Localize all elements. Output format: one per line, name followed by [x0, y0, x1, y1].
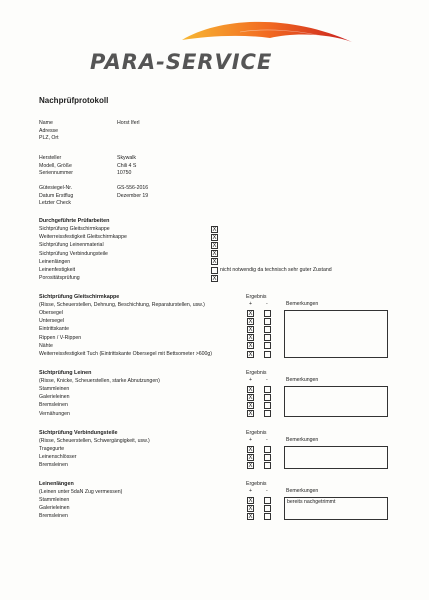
section-subheading: (Leinen unter 5daN Zug vermessen) [39, 489, 123, 495]
result-label: Ergebnis [246, 370, 267, 376]
check-item-label: Leinenfestigkeit [39, 267, 76, 273]
company-logo [90, 12, 360, 82]
minus-box[interactable] [264, 334, 271, 341]
section-heading: Sichtprüfung Gleitschirmkappe [39, 294, 120, 300]
check-item-label: Weiterreissfestigkeit Gleitschirmkappe [39, 234, 127, 241]
seal-label: Letzter Check [39, 200, 72, 207]
plus-box[interactable]: X [248, 402, 253, 409]
minus-box[interactable] [264, 326, 271, 333]
minus-box[interactable] [264, 310, 271, 317]
check-item-label: Porositätsprüfung [39, 275, 80, 282]
result-label: Ergebnis [246, 481, 267, 487]
section-subheading: (Risse, Scheuerstellen, Dehnung, Beschichtung, Reparaturstellen, usw.) [39, 302, 205, 308]
plus-label: + [249, 488, 253, 494]
plus-box[interactable]: X [248, 505, 253, 512]
check-item-label: Sichtprüfung Gleitschirmkappe [39, 226, 110, 232]
row-label: Rippen / V-Rippen [39, 334, 82, 341]
minus-box[interactable] [264, 446, 271, 453]
row-label: Vernähungen [39, 410, 70, 417]
minus-box[interactable] [264, 410, 271, 417]
row-label: Weiterreissfestigkeit Tuch (Eintrittskante Obersegel mit Bettsometer >600g) [39, 351, 213, 357]
owner-label: Name [39, 120, 53, 126]
minus-box[interactable] [264, 318, 271, 325]
document-title: Nachprüfprotokoll [39, 96, 109, 105]
row-label: Stammleinen [39, 386, 70, 392]
result-label: Ergebnis [246, 294, 267, 300]
plus-box[interactable]: X [248, 411, 253, 418]
plus-box[interactable]: X [248, 351, 253, 358]
section-heading: Sichtprüfung Verbindungsteile [39, 430, 118, 436]
glider-label: Hersteller [39, 155, 62, 161]
minus-label: - [266, 301, 268, 307]
minus-box[interactable] [264, 402, 271, 409]
glider-value: Skywalk [117, 155, 137, 161]
plus-box[interactable]: X [248, 386, 253, 393]
seal-label: Gütesiegel-Nr. [39, 185, 73, 191]
glider-label: Seriennummer [39, 170, 74, 177]
row-label: Galerieleinen [39, 394, 70, 401]
seal-value: Dezember 19 [117, 192, 149, 199]
minus-label: - [266, 437, 268, 443]
minus-box[interactable] [264, 513, 271, 520]
check-item-box[interactable]: X [212, 259, 217, 266]
minus-box[interactable] [264, 462, 271, 469]
row-label: Stammleinen [39, 497, 70, 503]
minus-box[interactable] [264, 454, 271, 461]
seal-value: GS-556-2016 [117, 185, 149, 191]
minus-box[interactable] [264, 342, 271, 349]
plus-box[interactable]: X [248, 394, 253, 401]
section-heading: Leinenlängen [39, 481, 74, 487]
check-item-note: nicht notwendig da technisch sehr guter Zustand [220, 267, 332, 273]
section-subheading: (Risse, Scheuerstellen, Schwergängigkeit, usw.) [39, 438, 150, 444]
row-label: Eintrittskante [39, 326, 69, 333]
remarks-box[interactable] [284, 386, 388, 418]
plus-box[interactable]: X [248, 513, 253, 520]
remarks-label: Bemerkungen [286, 488, 319, 494]
section-heading: Sichtprüfung Leinen [39, 370, 92, 376]
row-label: Obersegel [39, 310, 63, 316]
owner-label: Adresse [39, 127, 59, 134]
plus-box[interactable]: X [248, 454, 253, 461]
plus-label: + [249, 437, 253, 443]
remarks-label: Bemerkungen [286, 301, 319, 307]
owner-label: PLZ, Ort [39, 135, 59, 142]
plus-label: + [249, 301, 253, 307]
minus-box[interactable] [264, 505, 271, 512]
row-label: Bremsleinen [39, 462, 68, 469]
plus-box[interactable]: X [248, 497, 253, 504]
plus-box[interactable]: X [248, 446, 253, 453]
plus-box[interactable]: X [248, 335, 253, 342]
plus-box[interactable]: X [248, 462, 253, 469]
remarks-box[interactable] [284, 446, 388, 470]
logo-text: PARA-SERVICE [90, 50, 273, 74]
glider-value: 10750 [117, 170, 132, 177]
check-item-box[interactable]: X [212, 251, 217, 258]
row-label: Tragegurte [39, 446, 65, 452]
check-item-box[interactable]: X [212, 242, 217, 249]
check-item-box[interactable]: X [212, 275, 217, 282]
check-item-label: Sichtprüfung Leinenmaterial [39, 242, 104, 249]
check-item-label: Leinenlängen [39, 258, 71, 265]
glider-value: Chili 4 S [117, 162, 137, 169]
plus-box[interactable]: X [248, 343, 253, 350]
plus-box[interactable]: X [248, 318, 253, 325]
minus-label: - [266, 488, 268, 494]
result-label: Ergebnis [246, 430, 267, 436]
row-label: Bremsleinen [39, 513, 68, 520]
plus-box[interactable]: X [248, 310, 253, 317]
section-subheading: (Risse, Knicke, Scheuerstellen, starke Abnutzungen) [39, 378, 160, 384]
remarks-label: Bemerkungen [286, 377, 319, 383]
row-label: Untersegel [39, 318, 65, 325]
checks-heading: Durchgeführte Prüfarbeiten [39, 218, 110, 224]
seal-label: Datum Erstflug [39, 192, 74, 199]
glider-label: Modell, Größe [39, 162, 72, 169]
plus-box[interactable]: X [248, 326, 253, 333]
check-item-box[interactable]: X [212, 234, 217, 241]
row-label: Galerieleinen [39, 505, 70, 512]
remarks-box[interactable] [284, 497, 388, 521]
minus-box[interactable] [264, 394, 271, 401]
minus-label: - [266, 377, 268, 383]
minus-box[interactable] [264, 351, 271, 358]
remarks-text: bereits nachgetrimmt [287, 498, 336, 505]
row-label: Leinenschlösser [39, 454, 77, 461]
row-label: Nähte [39, 342, 53, 349]
check-item-box[interactable]: X [212, 226, 217, 233]
remarks-box[interactable] [284, 310, 388, 358]
minus-box[interactable] [264, 386, 271, 393]
row-label: Bremsleinen [39, 402, 68, 409]
check-item-label: Sichtprüfung Verbindungsteile [39, 250, 108, 257]
owner-value: Horst Iferl [117, 120, 140, 126]
check-item-box[interactable] [211, 267, 218, 274]
remarks-label: Bemerkungen [286, 437, 319, 443]
plus-label: + [249, 377, 253, 383]
minus-box[interactable] [264, 497, 271, 504]
